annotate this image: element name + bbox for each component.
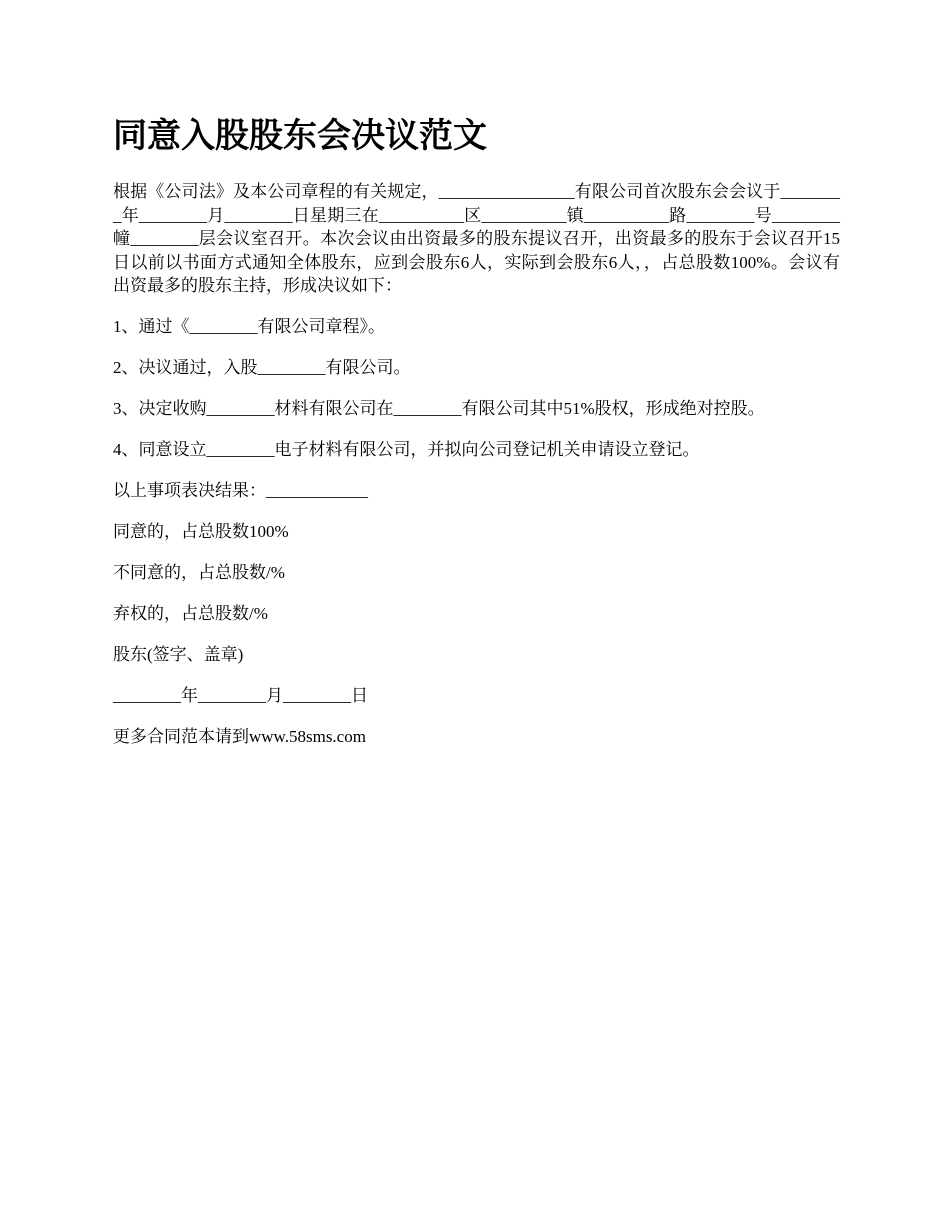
resolution-item-4: 4、同意设立________电子材料有限公司，并拟向公司登记机关申请设立登记。 [113,439,700,459]
intro-paragraph: 根据《公司法》及本公司章程的有关规定，________________有限公司首次股东会会议于________年________月________日星期三在__________区__________镇__________路________号________幢________层会议室召开。本次会议由出资最多的股东提议召开，出资最多的股东于会议召开15日以前以书面方式通知全体股东，应到会股东6人，实际到会股东6人，，占总股数100%。会议有出资最多的股东主持，形成决议如下： [113,182,840,295]
signature-line: 股东(签字、盖章) [113,645,244,665]
disagree-line: 不同意的，占总股数/% [113,563,285,583]
agree-line: 同意的，占总股数100% [113,521,289,541]
document-page [113,112,840,767]
date-line: ________年________月________日 [113,686,368,706]
abstain-line: 弃权的，占总股数/% [113,604,268,624]
vote-result-line: 以上事项表决结果：____________ [113,480,368,500]
resolution-item-1: 1、通过《________有限公司章程》。 [113,316,385,336]
resolution-item-3: 3、决定收购________材料有限公司在________有限公司其中51%股权，形成绝对控股。 [113,398,765,418]
footer-link-text: 更多合同范本请到www.58sms.com [113,727,366,747]
document-title: 同意入股股东会决议范文 [113,116,487,156]
resolution-item-2: 2、决议通过，入股________有限公司。 [113,357,411,377]
